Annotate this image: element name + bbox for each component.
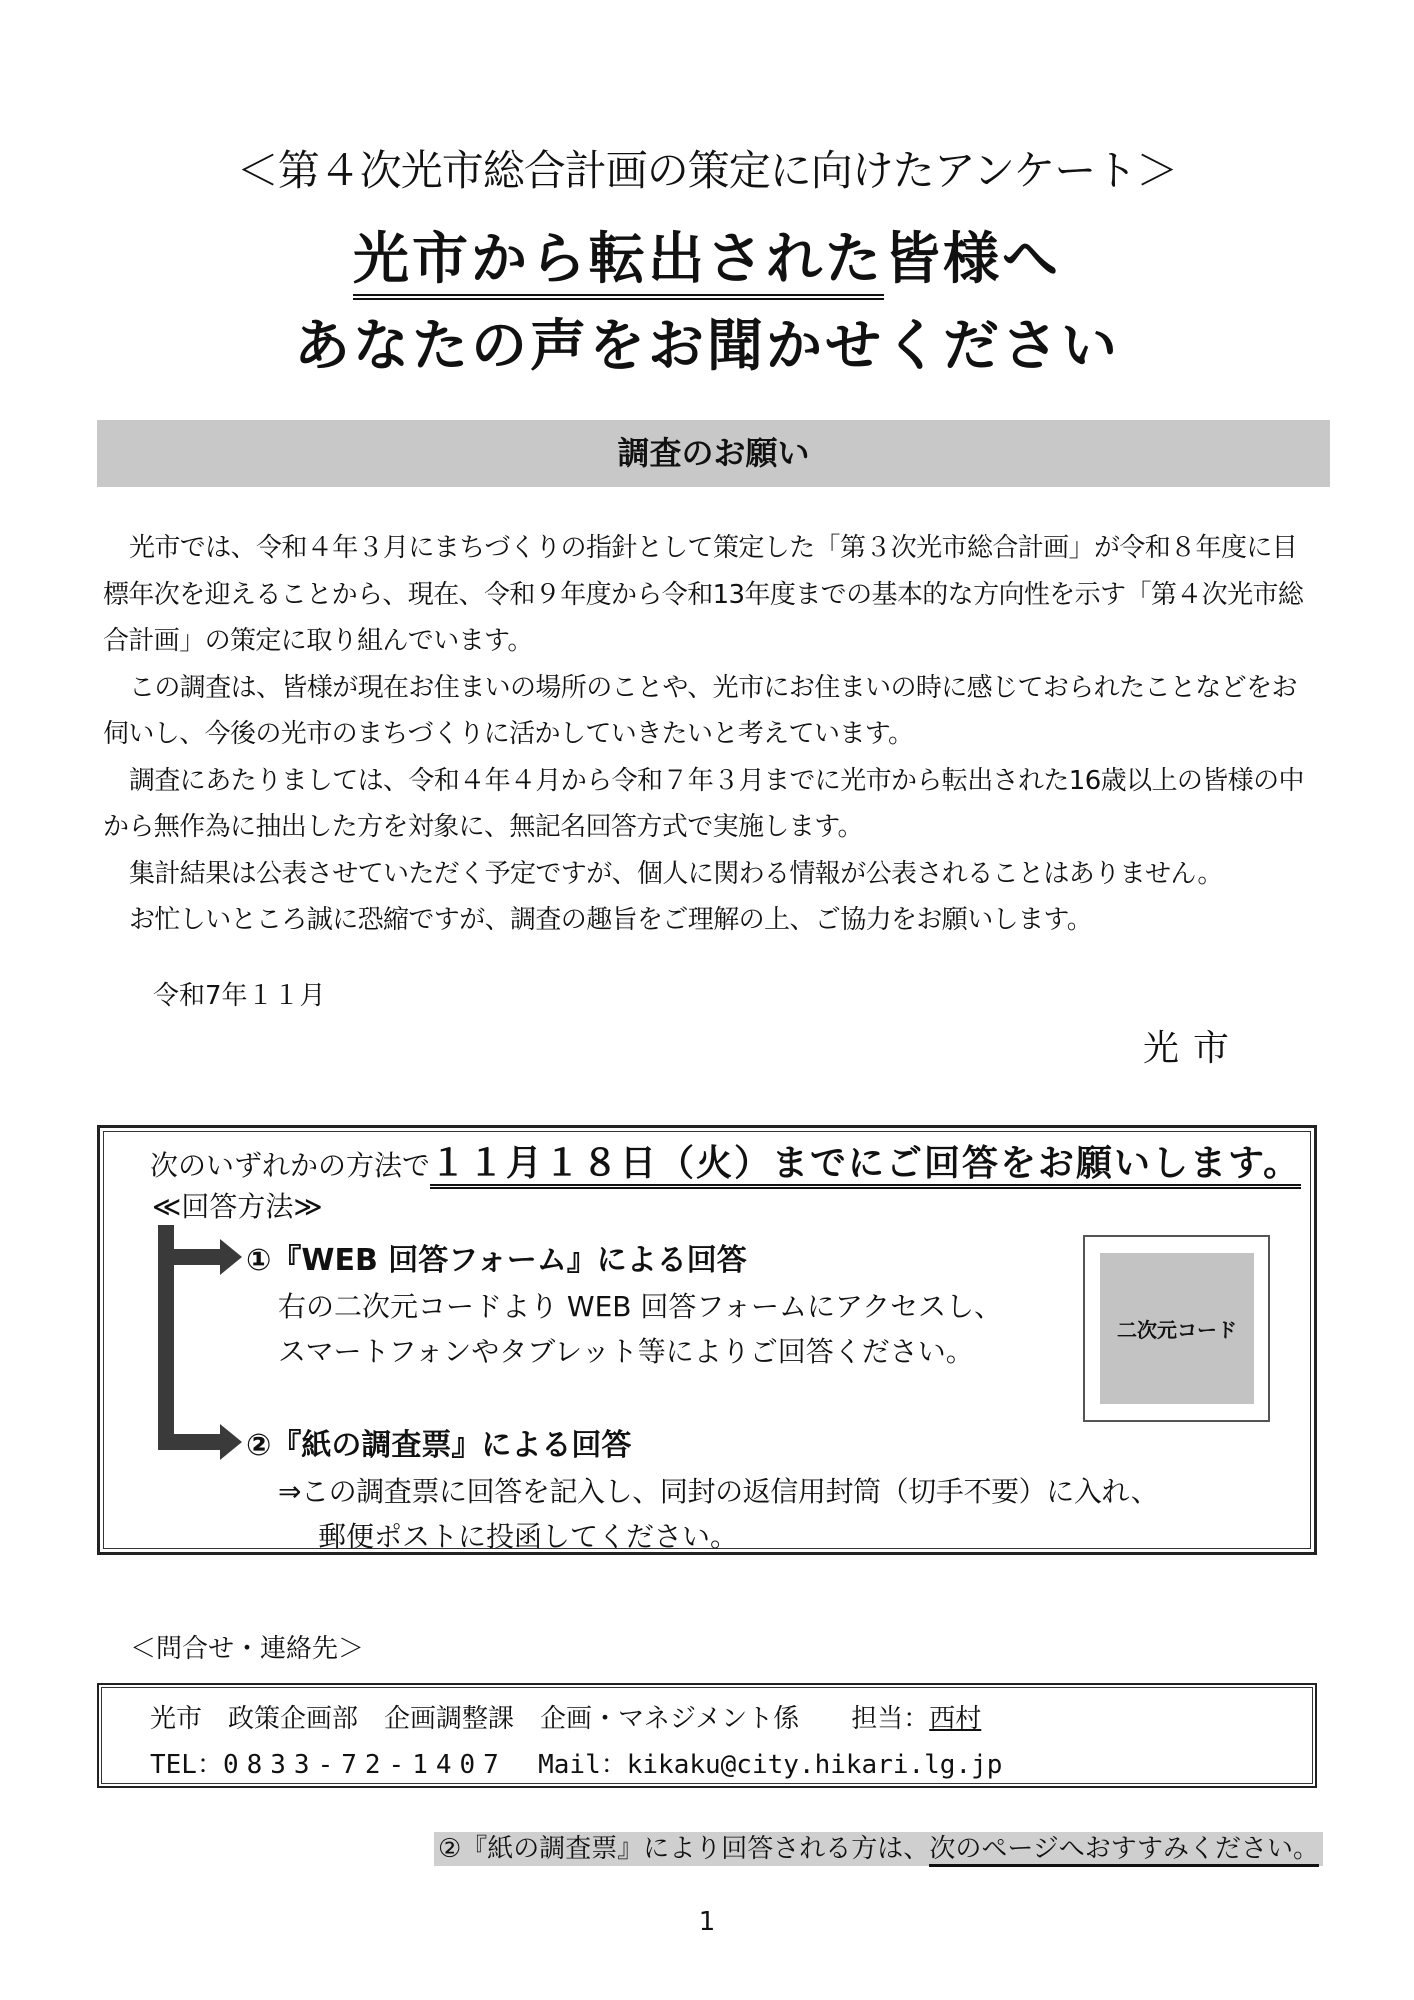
paragraph: お忙しいところ誠に恐縮ですが、調査の趣旨をご理解の上、ご協力をお願いします。 [129,905,1093,935]
paragraph: 調査にあたりましては、令和４年４月から令和７年３月までに光市から転出された16歳以上の皆様の中から無作為に抽出した方を対象に、無記名回答方式で実施します。 [103,765,1304,842]
issue-date: 令和7年１１月 [153,981,326,1011]
method-web-desc: 右の二次元コードより WEB 回答フォームにアクセスし、 [278,1290,1003,1323]
issuer-signature: 光市 [1143,1028,1244,1069]
mail-address[interactable]: kikaku@city.hikari.lg.jp [626,1750,1003,1780]
tel-label: TEL： [150,1750,223,1780]
next-page-note [434,1832,1323,1866]
contact-org: 光市 政策企画部 企画調整課 企画・マネジメント係 担当： [150,1704,930,1734]
method-paper-heading: ②『紙の調査票』による回答 [246,1428,632,1463]
request-body [103,525,1318,944]
method-paper-desc: 郵便ポストに投函してください。 [318,1520,739,1553]
paragraph: この調査は、皆様が現在お住まいの場所のことや、光市にお住まいの時に感じておられたことなどをお伺いし、今後の光市のまちづくりに活かしていきたいと考えています。 [103,672,1297,749]
tel-number[interactable]: 0833-72-1407 [222,1750,507,1780]
title-rest: 皆様へ [884,227,1061,292]
method-web-heading: ①『WEB 回答フォーム』による回答 [246,1243,747,1278]
branch-arrow-icon [158,1225,250,1460]
methods-label: ≪回答方法≫ [152,1190,323,1223]
method-web-desc: スマートフォンやタブレット等によりご回答ください。 [278,1335,974,1368]
page-title-line1 [0,215,1414,295]
page-number: 1 [698,1907,716,1937]
contact-label: ＜問合せ・連絡先＞ [130,1634,365,1664]
deadline-date: １１月１８日（火）までにご回答をお願いします。 [430,1143,1301,1189]
qr-code-placeholder-label: 二次元コード [1117,1318,1237,1342]
page-title-line2: あなたの声をお聞かせください [294,314,1120,379]
section-heading-bar: 調査のお願い [97,420,1330,487]
contact-org-line [150,1698,981,1735]
deadline-line [150,1135,1301,1186]
method-paper-desc: ⇒この調査票に回答を記入し、同封の返信用封筒（切手不要）に入れ、 [278,1475,1159,1508]
survey-subtitle: ＜第４次光市総合計画の策定に向けたアンケート＞ [236,146,1178,195]
contact-person: 西村 [929,1704,982,1734]
paragraph: 集計結果は公表させていただく予定ですが、個人に関わる情報が公表されることはありません。 [129,858,1223,889]
mail-label: Mail： [506,1750,627,1780]
note-prefix: ②『紙の調査票』により回答される方は、 [438,1834,930,1864]
paragraph: 光市では、令和４年３月にまちづくりの指針として策定した「第３次光市総合計画」が令和８年度に目標年次を迎えることから、現在、令和９年度から令和13年度までの基本的な方向性を示す「第４次光市総合計画」の策定に取り組んでいます。 [103,533,1304,656]
contact-tel-mail-line [150,1744,1002,1781]
deadline-intro: 次のいずれかの方法で [150,1149,431,1182]
note-next-page: 次のページへおすすみください。 [929,1834,1319,1867]
title-underlined-part: 光市から転出された [353,227,884,300]
qr-code[interactable] [1100,1253,1254,1404]
